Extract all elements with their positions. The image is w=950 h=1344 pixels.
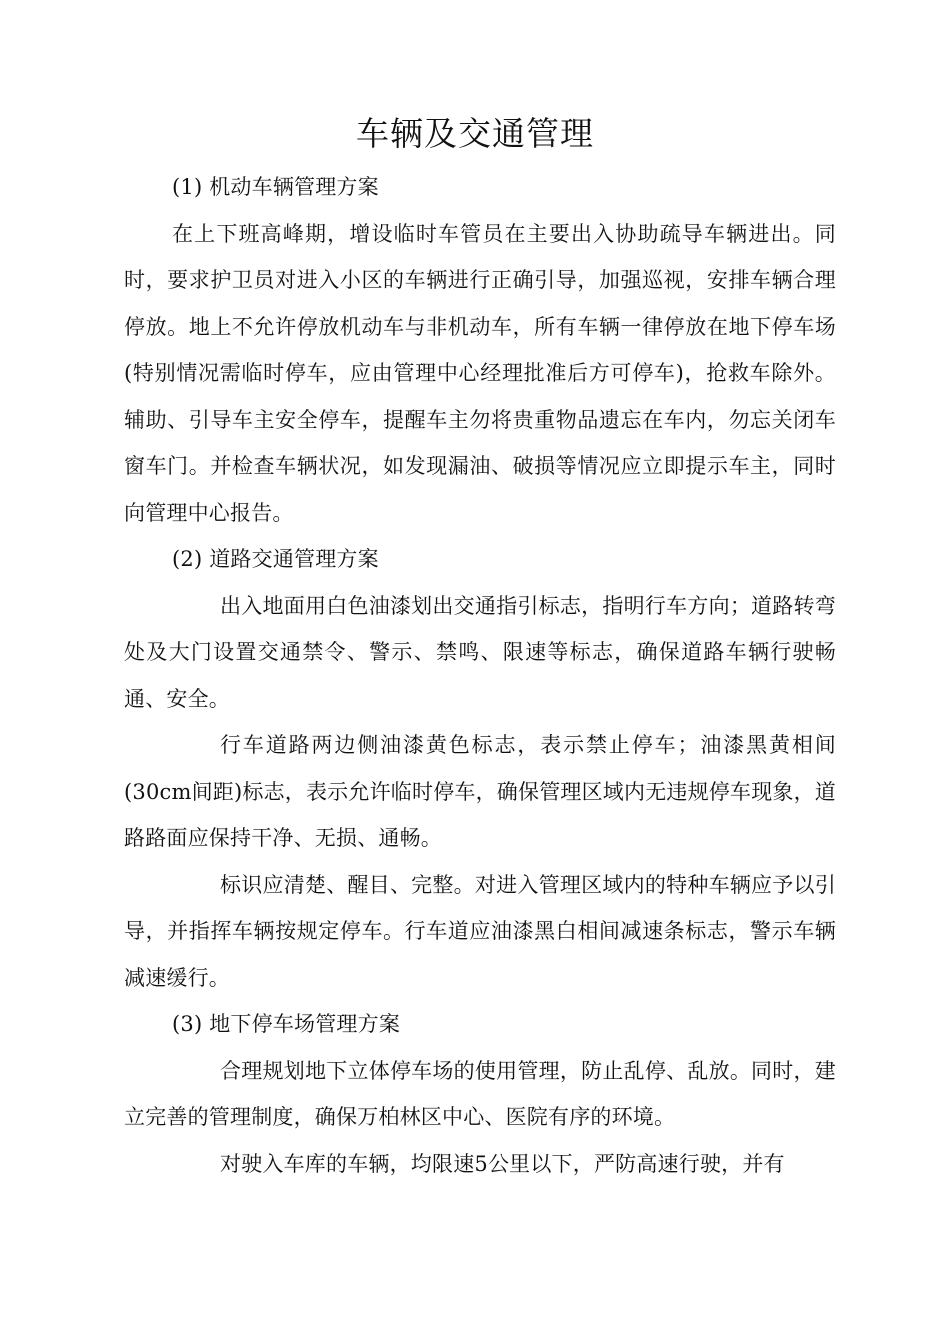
- paragraph-3-1: 合理规划地下立体停车场的使用管理，防止乱停、乱放。同时，建立完善的管理制度，确保万柏林区中心、医院有序的环境。: [124, 1058, 836, 1129]
- paragraph-3-2: 对驶入车库的车辆，均限速5公里以下，严防高速行驶，并有: [220, 1151, 785, 1176]
- paragraph-2-2: 行车道路两边侧油漆黄色标志，表示禁止停车；油漆黑黄相间(30cm间距)标志，表示允许临时停车，确保管理区域内无违规停车现象，道路路面应保持干净、无损、通畅。: [124, 733, 836, 850]
- section-heading-3: (3) 地下停车场管理方案: [172, 1012, 401, 1036]
- paragraph-1-1: 在上下班高峰期，增设临时车管员在主要出入协助疏导车辆进出。同时，要求护卫员对进入小区的车辆进行正确引导，加强巡视，安排车辆合理停放。地上不允许停放机动车与非机动车，所有车辆一律停放在地下停车场(特别情况需临时停车，应由管理中心经理批准后方可停车)，抢救车除外。辅助、引导车主安全停车，提醒车主勿将贵重物品遗忘在车内，勿忘关闭车窗车门。并检查车辆状况，如发现漏油、破损等情况应立即提示车主，同时向管理中心报告。: [124, 221, 836, 525]
- paragraph-2-3: 标识应清楚、醒目、完整。对进入管理区域内的特种车辆应予以引导，并指挥车辆按规定停车。行车道应油漆黑白相间减速条标志，警示车辆减速缓行。: [124, 872, 836, 990]
- section-heading-2: (2) 道路交通管理方案: [172, 547, 379, 571]
- section-heading-1: (1) 机动车辆管理方案: [172, 175, 379, 199]
- document-title: 车辆及交通管理: [356, 114, 594, 154]
- document-body: [124, 164, 836, 1187]
- paragraph-2-1: 出入地面用白色油漆划出交通指引标志，指明行车方向；道路转弯处及大门设置交通禁令、警示、禁鸣、限速等标志，确保道路车辆行驶畅通、安全。: [124, 593, 836, 711]
